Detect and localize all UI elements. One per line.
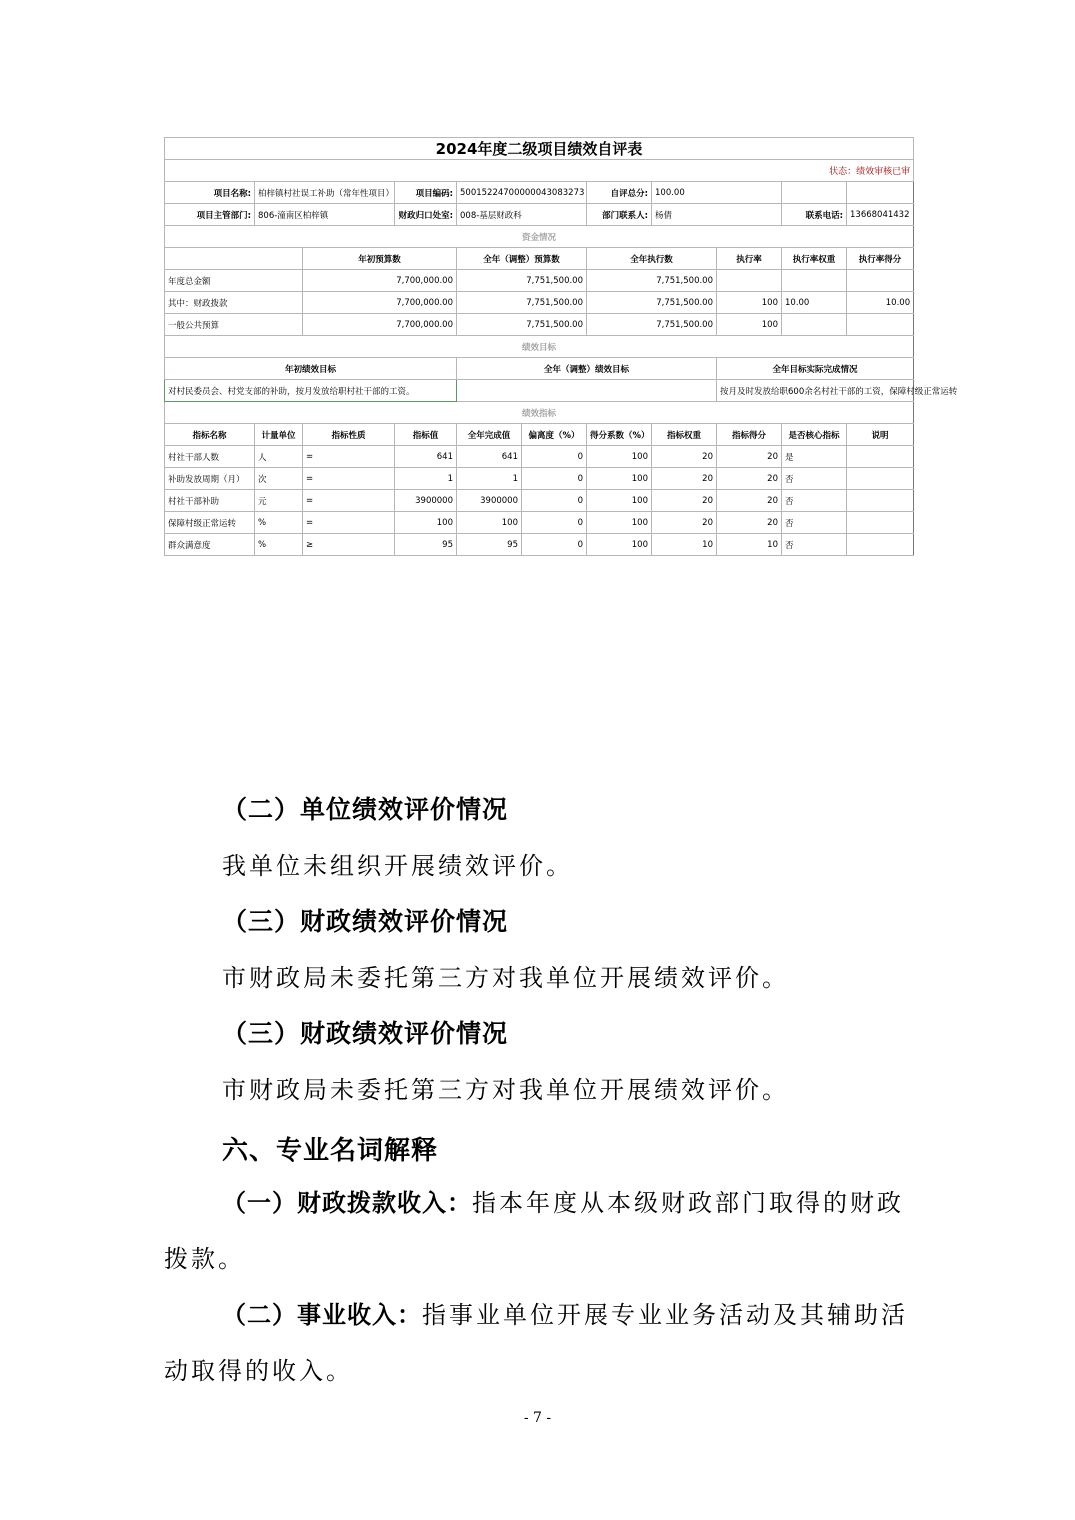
indicator-unit: 人 <box>255 446 303 468</box>
indicator-nature: ≥ <box>303 534 395 556</box>
funds-header: 全年（调整）预算数 <box>457 248 587 270</box>
funds-header: 执行率权重 <box>782 248 847 270</box>
funds-initial: 7,700,000.00 <box>303 314 457 336</box>
goals-header: 全年目标实际完成情况 <box>717 358 914 380</box>
indicators-section-title: 绩效指标 <box>165 402 914 424</box>
funds-weight: 10.00 <box>782 292 847 314</box>
indicator-target: 1 <box>395 468 457 490</box>
goals-header: 全年（调整）绩效目标 <box>457 358 717 380</box>
funds-initial: 7,700,000.00 <box>303 292 457 314</box>
indicator-coefficient: 100 <box>587 490 652 512</box>
paragraph-unit-evaluation: 我单位未组织开展绩效评价。 <box>222 852 573 880</box>
indicator-name: 保障村级正常运转 <box>165 512 255 534</box>
funds-score <box>847 314 914 336</box>
initial-goal-text: 对村民委员会、村党支部的补助，按月发放给职村社干部的工资。 <box>165 380 457 402</box>
indicator-header: 指标值 <box>395 424 457 446</box>
term-definition: 指事业单位开展专业业务活动及其辅助活动取得的收入。 <box>164 1301 908 1385</box>
table-row <box>165 270 914 292</box>
indicator-done: 3900000 <box>457 490 522 512</box>
indicator-note <box>847 490 914 512</box>
heading-unit-evaluation: （二）单位绩效评价情况 <box>222 795 509 824</box>
paragraph-finance-evaluation-repeat: 市财政局未委托第三方对我单位开展绩效评价。 <box>222 1076 789 1104</box>
funds-adjusted: 7,751,500.00 <box>457 292 587 314</box>
funds-adjusted: 7,751,500.00 <box>457 314 587 336</box>
heading-terms: 六、专业名词解释 <box>222 1136 439 1166</box>
indicator-header: 得分系数（%） <box>587 424 652 446</box>
indicator-done: 1 <box>457 468 522 490</box>
self-score-label: 自评总分: <box>587 182 652 204</box>
indicator-deviation: 0 <box>522 512 587 534</box>
indicator-name: 补助发放周期（月） <box>165 468 255 490</box>
indicator-core: 否 <box>782 490 847 512</box>
adjusted-goal-text <box>457 380 717 402</box>
indicator-done: 641 <box>457 446 522 468</box>
project-name-value: 柏梓镇村社误工补助（常年性项目） <box>255 182 395 204</box>
dept-value: 806-潼南区柏梓镇 <box>255 204 395 226</box>
indicator-score: 20 <box>717 468 782 490</box>
table-title: 2024年度二级项目绩效自评表 <box>165 138 914 160</box>
funds-weight <box>782 270 847 292</box>
indicator-header: 指标得分 <box>717 424 782 446</box>
funds-section-title: 资金情况 <box>165 226 914 248</box>
indicator-coefficient: 100 <box>587 446 652 468</box>
table-row <box>165 490 914 512</box>
funds-score: 10.00 <box>847 292 914 314</box>
actual-completion-text: 按月及时发放给职600余名村社干部的工资，保障村级正常运转 <box>717 380 914 402</box>
indicator-target: 641 <box>395 446 457 468</box>
contact-label: 部门联系人: <box>587 204 652 226</box>
indicator-header: 指标性质 <box>303 424 395 446</box>
indicator-unit: % <box>255 534 303 556</box>
funds-initial: 7,700,000.00 <box>303 270 457 292</box>
indicator-nature: = <box>303 512 395 534</box>
term-business-income <box>164 1287 924 1399</box>
performance-table-sheet <box>164 137 958 556</box>
term-title: （二）事业收入： <box>222 1301 422 1329</box>
project-name-label: 项目名称: <box>165 182 255 204</box>
indicator-nature: = <box>303 468 395 490</box>
term-definition: 指本年度从本级财政部门取得的财政拨款。 <box>164 1189 904 1273</box>
phone-value: 13668041432 <box>847 204 914 226</box>
indicator-nature: = <box>303 490 395 512</box>
funds-rate: 100 <box>717 292 782 314</box>
indicator-core: 否 <box>782 534 847 556</box>
indicator-score: 20 <box>717 512 782 534</box>
indicator-score: 20 <box>717 490 782 512</box>
indicator-weight: 20 <box>652 490 717 512</box>
funds-weight <box>782 314 847 336</box>
indicator-coefficient: 100 <box>587 512 652 534</box>
table-row <box>165 468 914 490</box>
indicator-deviation: 0 <box>522 468 587 490</box>
indicator-note <box>847 512 914 534</box>
indicator-target: 3900000 <box>395 490 457 512</box>
status-badge: 状态：绩效审核已审 <box>165 160 914 182</box>
indicator-header: 全年完成值 <box>457 424 522 446</box>
contact-value: 杨倩 <box>652 204 782 226</box>
indicator-unit: % <box>255 512 303 534</box>
phone-label: 联系电话: <box>782 204 847 226</box>
table-row <box>165 512 914 534</box>
indicator-score: 20 <box>717 446 782 468</box>
funds-row-label: 一般公共预算 <box>165 314 303 336</box>
indicator-header: 说明 <box>847 424 914 446</box>
indicator-name: 村社干部补助 <box>165 490 255 512</box>
funds-score <box>847 270 914 292</box>
project-code-label: 项目编码: <box>395 182 457 204</box>
indicator-core: 否 <box>782 512 847 534</box>
funds-executed: 7,751,500.00 <box>587 292 717 314</box>
term-title: （一）财政拨款收入： <box>222 1189 472 1217</box>
indicator-weight: 10 <box>652 534 717 556</box>
heading-finance-evaluation-repeat: （三）财政绩效评价情况 <box>222 1019 509 1048</box>
funds-executed: 7,751,500.00 <box>587 314 717 336</box>
indicator-score: 10 <box>717 534 782 556</box>
office-label: 财政归口处室: <box>395 204 457 226</box>
self-score-value: 100.00 <box>652 182 782 204</box>
indicator-core: 是 <box>782 446 847 468</box>
indicator-header: 偏离度（%） <box>522 424 587 446</box>
indicator-target: 100 <box>395 512 457 534</box>
indicator-weight: 20 <box>652 512 717 534</box>
table-row <box>165 314 914 336</box>
funds-rate <box>717 270 782 292</box>
indicator-done: 95 <box>457 534 522 556</box>
indicator-deviation: 0 <box>522 446 587 468</box>
funds-row-label: 其中：财政拨款 <box>165 292 303 314</box>
indicator-name: 群众满意度 <box>165 534 255 556</box>
indicator-unit: 次 <box>255 468 303 490</box>
indicator-header: 是否核心指标 <box>782 424 847 446</box>
goals-section-title: 绩效目标 <box>165 336 914 358</box>
indicator-note <box>847 534 914 556</box>
table-row <box>165 534 914 556</box>
heading-finance-evaluation: （三）财政绩效评价情况 <box>222 907 509 936</box>
page-number: - 7 - <box>523 1410 552 1426</box>
dept-label: 项目主管部门: <box>165 204 255 226</box>
indicator-nature: = <box>303 446 395 468</box>
funds-header: 年初预算数 <box>303 248 457 270</box>
indicator-coefficient: 100 <box>587 468 652 490</box>
funds-adjusted: 7,751,500.00 <box>457 270 587 292</box>
indicator-core: 否 <box>782 468 847 490</box>
indicator-header: 指标名称 <box>165 424 255 446</box>
indicator-header: 计量单位 <box>255 424 303 446</box>
indicator-target: 95 <box>395 534 457 556</box>
indicator-deviation: 0 <box>522 490 587 512</box>
indicator-weight: 20 <box>652 468 717 490</box>
indicator-unit: 元 <box>255 490 303 512</box>
term-fiscal-appropriation <box>164 1175 924 1287</box>
performance-table <box>164 137 958 556</box>
funds-header: 全年执行数 <box>587 248 717 270</box>
indicator-header: 指标权重 <box>652 424 717 446</box>
office-value: 008-基层财政科 <box>457 204 587 226</box>
indicator-done: 100 <box>457 512 522 534</box>
table-row <box>165 446 914 468</box>
funds-header: 执行率 <box>717 248 782 270</box>
indicator-weight: 20 <box>652 446 717 468</box>
indicator-note <box>847 468 914 490</box>
indicator-deviation: 0 <box>522 534 587 556</box>
indicator-name: 村社干部人数 <box>165 446 255 468</box>
project-code-value: 50015224700000043083273 <box>457 182 587 204</box>
funds-executed: 7,751,500.00 <box>587 270 717 292</box>
goals-header: 年初绩效目标 <box>165 358 457 380</box>
funds-rate: 100 <box>717 314 782 336</box>
paragraph-finance-evaluation: 市财政局未委托第三方对我单位开展绩效评价。 <box>222 964 789 992</box>
funds-row-label: 年度总金额 <box>165 270 303 292</box>
indicator-coefficient: 100 <box>587 534 652 556</box>
table-row <box>165 292 914 314</box>
funds-header: 执行率得分 <box>847 248 914 270</box>
indicator-note <box>847 446 914 468</box>
